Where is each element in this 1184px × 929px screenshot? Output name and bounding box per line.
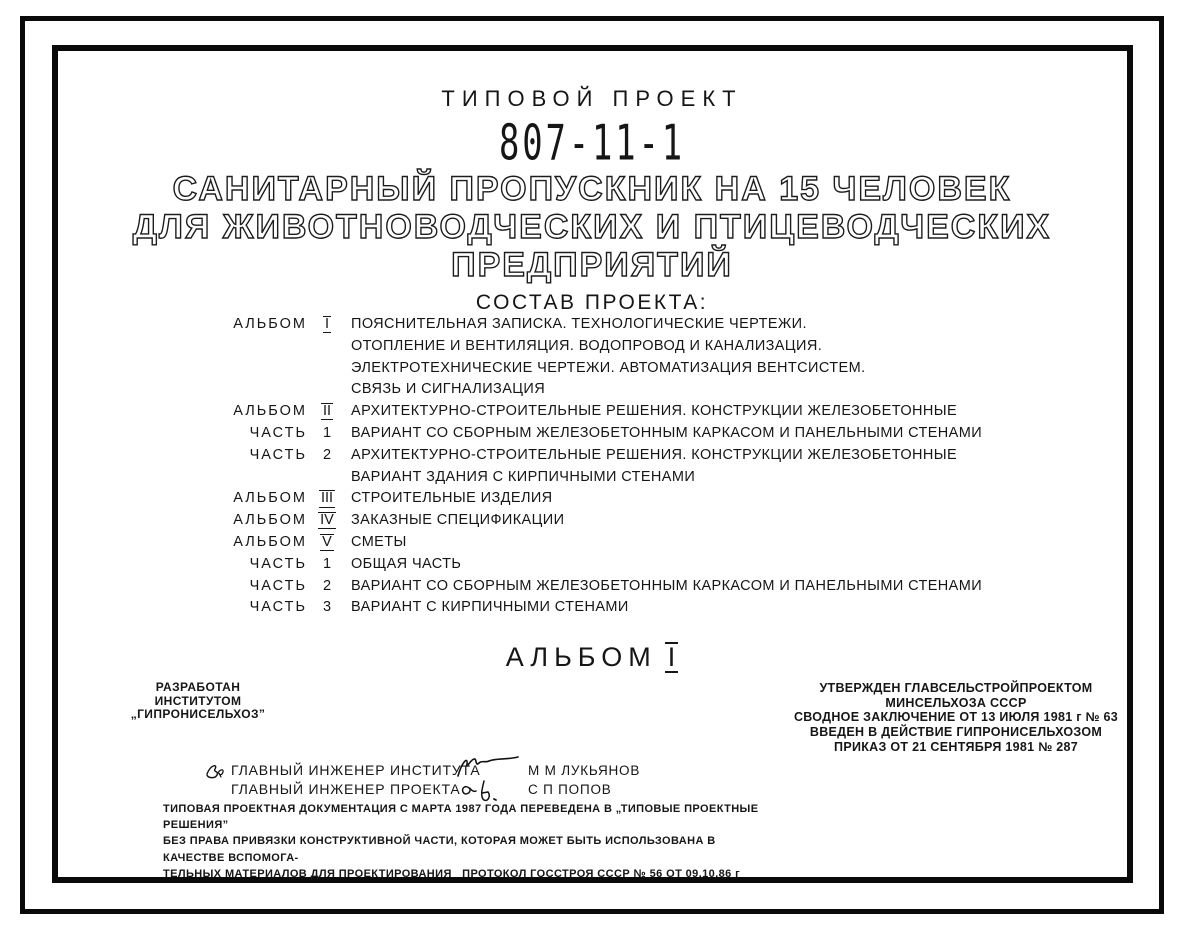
project-title-line-3: ПРЕДПРИЯТИЙ	[451, 246, 733, 284]
row-description: ОБЩАЯ ЧАСТЬ	[351, 555, 462, 572]
approval-block	[790, 681, 1122, 755]
composition-row	[229, 360, 1019, 382]
composition-list	[229, 316, 1019, 621]
row-numeral: 2	[322, 577, 332, 594]
composition-row	[229, 578, 1019, 600]
row-numeral	[311, 469, 343, 485]
row-description: ЭЛЕКТРОТЕХНИЧЕСКИЕ ЧЕРТЕЖИ. АВТОМАТИЗАЦИЯ ВЕНТСИСТЕМ.	[351, 359, 866, 376]
album-banner-numeral: I	[665, 642, 679, 673]
row-description: АРХИТЕКТУРНО-СТРОИТЕЛЬНЫЕ РЕШЕНИЯ. КОНСТРУКЦИИ ЖЕЛЕЗОБЕТОННЫЕ	[351, 403, 958, 420]
composition-row	[229, 381, 1019, 403]
row-label: АЛЬБОМ	[233, 490, 307, 507]
composition-row	[229, 425, 1019, 447]
composition-heading: СОСТАВ ПРОЕКТА:	[475, 291, 709, 314]
row-label: ЧАСТЬ	[249, 424, 307, 441]
developer-line-1: РАЗРАБОТАН	[155, 680, 241, 694]
album-banner-label: АЛЬБОМ	[505, 642, 657, 672]
composition-row	[229, 403, 1019, 425]
signature-roles	[231, 761, 481, 799]
composition-row	[229, 512, 1019, 534]
row-description: СМЕТЫ	[351, 533, 407, 550]
handwritten-mark-icon	[203, 760, 227, 785]
signature-role-project: ГЛАВНЫЙ ИНЖЕНЕР ПРОЕКТА	[231, 781, 461, 797]
approval-line-5: ПРИКАЗ ОТ 21 СЕНТЯБРЯ 1981 № 287	[834, 739, 1078, 754]
row-description: ВАРИАНТ СО СБОРНЫМ ЖЕЛЕЗОБЕТОННЫМ КАРКАСОМ И ПАНЕЛЬНЫМИ СТЕНАМИ	[351, 424, 983, 441]
composition-row	[229, 599, 1019, 621]
row-numeral	[311, 338, 343, 354]
approval-line-4: ВВЕДЕН В ДЕЙСТВИЕ ГИПРОНИСЕЛЬХОЗОМ	[809, 725, 1103, 740]
row-numeral: IV	[320, 512, 334, 529]
row-numeral: 3	[322, 599, 332, 616]
row-label: АЛЬБОМ	[233, 403, 307, 420]
row-numeral: I	[324, 316, 330, 332]
row-description: ПОЯСНИТЕЛЬНАЯ ЗАПИСКА. ТЕХНОЛОГИЧЕСКИЕ ЧЕРТЕЖИ.	[351, 316, 807, 332]
composition-row	[229, 469, 1019, 491]
project-type-label: ТИПОВОЙ ПРОЕКТ	[441, 86, 743, 111]
row-description: ЗАКАЗНЫЕ СПЕЦИФИКАЦИИ	[351, 512, 565, 529]
row-description: СТРОИТЕЛЬНЫЕ ИЗДЕЛИЯ	[351, 490, 553, 507]
composition-row	[229, 534, 1019, 556]
row-description: ОТОПЛЕНИЕ И ВЕНТИЛЯЦИЯ. ВОДОПРОВОД И КАНАЛИЗАЦИЯ.	[351, 337, 823, 354]
row-description: АРХИТЕКТУРНО-СТРОИТЕЛЬНЫЕ РЕШЕНИЯ. КОНСТРУКЦИИ ЖЕЛЕЗОБЕТОННЫЕ	[351, 446, 958, 463]
composition-row	[229, 556, 1019, 578]
row-numeral: 2	[322, 446, 332, 463]
project-number: 807-11-1	[498, 114, 686, 173]
revision-stamp	[163, 801, 778, 882]
composition-row	[229, 490, 1019, 512]
album-banner	[0, 642, 1184, 673]
signature-role-institute: ГЛАВНЫЙ ИНЖЕНЕР ИНСТИТУТА	[231, 762, 481, 778]
row-label: ЧАСТЬ	[249, 446, 307, 463]
approval-line-2: МИНСЕЛЬХОЗА СССР	[885, 695, 1027, 710]
signature-name-lukyanov: М М ЛУКЬЯНОВ	[528, 763, 641, 778]
developer-line-2: ИНСТИТУТОМ „ГИПРОНИСЕЛЬХОЗ”	[130, 693, 266, 721]
project-title	[0, 170, 1184, 284]
stamp-line-1: ТИПОВАЯ ПРОЕКТНАЯ ДОКУМЕНТАЦИЯ С МАРТА 1987 ГОДА ПЕРЕВЕДЕНА В „ТИПОВЫЕ ПРОЕКТНЫЕ РЕШЕНИЯ”	[163, 803, 762, 832]
stamp-line-3: ТЕЛЬНЫХ МАТЕРИАЛОВ ДЛЯ ПРОЕКТИРОВАНИЯ ПРОТОКОЛ ГОССТРОЯ СССР № 56 ОТ 09.10.86 г	[163, 867, 741, 880]
signature-name-popov: С П ПОПОВ	[528, 781, 612, 797]
composition-row	[229, 316, 1019, 338]
row-numeral: III	[320, 490, 334, 507]
row-label: ЧАСТЬ	[249, 555, 307, 572]
approval-line-1: УТВЕРЖДЕН ГЛАВСЕЛЬСТРОЙПРОЕКТОМ	[819, 681, 1093, 695]
row-label: АЛЬБОМ	[233, 533, 307, 550]
row-label: ЧАСТЬ	[249, 599, 307, 616]
project-title-line-2: ДЛЯ ЖИВОТНОВОДЧЕСКИХ И ПТИЦЕВОДЧЕСКИХ	[132, 208, 1052, 246]
row-description: ВАРИАНТ СО СБОРНЫМ ЖЕЛЕЗОБЕТОННЫМ КАРКАСОМ И ПАНЕЛЬНЫМИ СТЕНАМИ	[351, 577, 983, 594]
composition-row	[229, 338, 1019, 360]
developer-block	[88, 681, 308, 722]
row-description: ВАРИАНТ ЗДАНИЯ С КИРПИЧНЫМИ СТЕНАМИ	[351, 468, 696, 485]
project-title-line-1: САНИТАРНЫЙ ПРОПУСКНИК НА 15 ЧЕЛОВЕК	[172, 170, 1012, 208]
row-description: ВАРИАНТ С КИРПИЧНЫМИ СТЕНАМИ	[351, 599, 629, 616]
row-label: ЧАСТЬ	[249, 577, 307, 594]
row-label: АЛЬБОМ	[233, 316, 307, 332]
row-numeral: II	[322, 403, 332, 420]
signature-names	[528, 762, 640, 799]
row-description: СВЯЗЬ И СИГНАЛИЗАЦИЯ	[351, 381, 546, 398]
row-numeral	[311, 381, 343, 397]
row-numeral: 1	[322, 424, 332, 441]
composition-row	[229, 447, 1019, 469]
row-numeral: 1	[322, 555, 332, 572]
stamp-line-2: БЕЗ ПРАВА ПРИВЯЗКИ КОНСТРУКТИВНОЙ ЧАСТИ, КОТОРАЯ МОЖЕТ БЫТЬ ИСПОЛЬЗОВАНА В КАЧЕСТВЕ ВСПОМОГА-	[163, 835, 720, 864]
approval-line-3: СВОДНОЕ ЗАКЛЮЧЕНИЕ ОТ 13 ИЮЛЯ 1981 г № 63	[793, 710, 1119, 725]
row-numeral	[311, 360, 343, 376]
row-numeral: V	[322, 533, 332, 550]
row-label: АЛЬБОМ	[233, 512, 307, 529]
